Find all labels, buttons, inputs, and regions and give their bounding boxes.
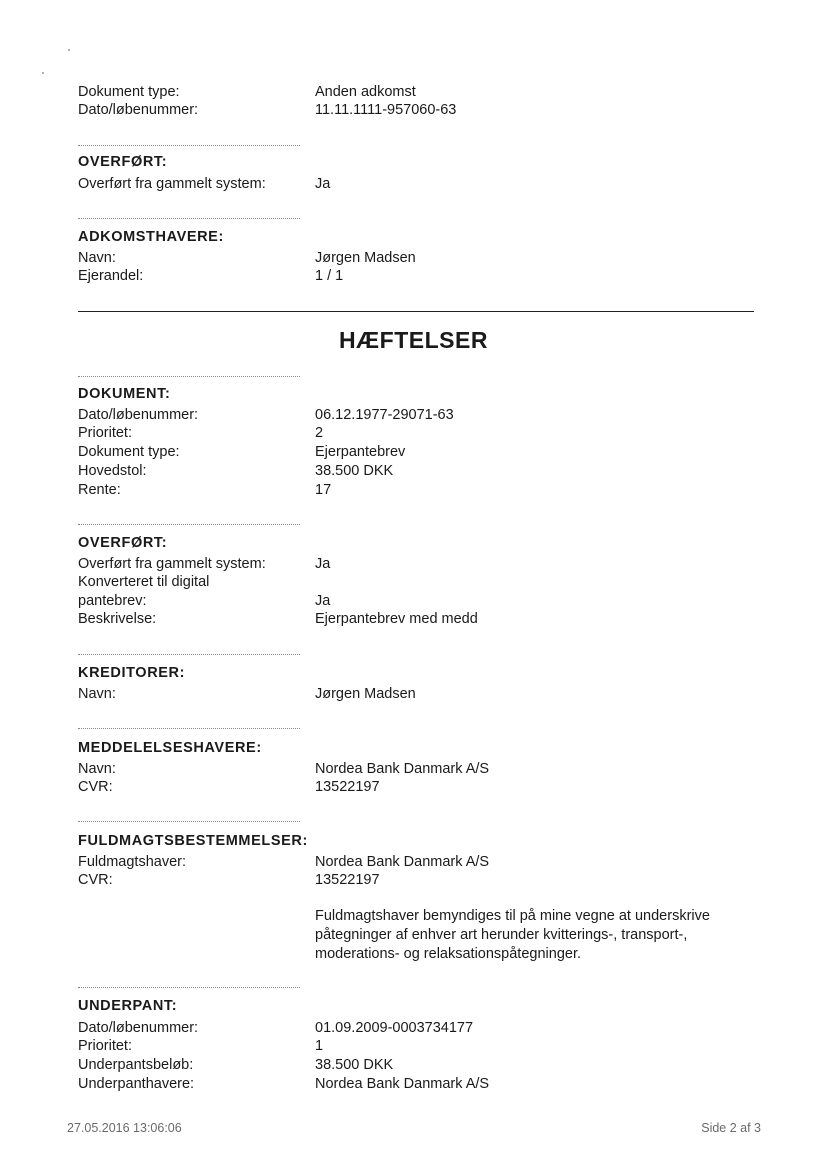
field-label: Dokument type: <box>78 444 180 460</box>
sub-pledge-amount-row <box>0 1056 827 1075</box>
field-label: pantebrev: <box>78 593 147 609</box>
converted-row <box>0 573 827 592</box>
field-value: 1 <box>315 1038 324 1054</box>
page-section-title: HÆFTELSER <box>339 327 488 353</box>
cvr-row <box>0 778 827 797</box>
dotted-divider <box>78 987 300 988</box>
field-value: Nordea Bank Danmark A/S <box>315 854 490 870</box>
proxy-text-line: påtegninger af enhver art herunder kvitterings-, transport-, <box>315 927 688 943</box>
field-label: CVR: <box>78 872 113 888</box>
field-value: 06.12.1977-29071-63 <box>315 407 454 423</box>
field-label: Navn: <box>78 686 116 702</box>
section-heading-meddelelseshavere: MEDDELELSESHAVERE: <box>78 740 262 756</box>
field-value: Ja <box>315 593 331 609</box>
scan-speck <box>42 72 44 74</box>
field-label: Rente: <box>78 482 121 498</box>
proxy-description <box>315 907 765 964</box>
cvr-row <box>0 871 827 890</box>
field-label: Overført fra gammelt system: <box>78 176 266 192</box>
footer-page-number: Side 2 af 3 <box>701 1121 761 1135</box>
field-value: 38.500 DKK <box>315 463 394 479</box>
field-label: Ejerandel: <box>78 268 144 284</box>
dotted-divider <box>78 145 300 146</box>
field-label: Dato/løbenummer: <box>78 407 199 423</box>
field-label: CVR: <box>78 779 113 795</box>
field-label: Fuldmagtshaver: <box>78 854 186 870</box>
field-label: Overført fra gammelt system: <box>78 556 266 572</box>
dotted-divider <box>78 821 300 822</box>
name-row <box>0 760 827 779</box>
section-heading-kreditorer: KREDITORER: <box>78 665 186 681</box>
date-number-row <box>0 101 827 120</box>
dotted-divider <box>78 728 300 729</box>
field-value: 13522197 <box>315 872 380 888</box>
description-row <box>0 610 827 629</box>
field-value: 17 <box>315 482 332 498</box>
field-value: Ja <box>315 556 331 572</box>
dotted-divider <box>78 654 300 655</box>
field-label: Dokument type: <box>78 84 180 100</box>
section-rule <box>78 311 754 312</box>
section-heading-fuldmagt: FULDMAGTSBESTEMMELSER: <box>78 833 308 849</box>
transferred-row <box>0 175 827 194</box>
date-number-row <box>0 1019 827 1038</box>
ownership-row <box>0 267 827 286</box>
field-label: Konverteret til digital <box>78 574 210 590</box>
section-heading-underpant: UNDERPANT: <box>78 998 178 1014</box>
interest-row <box>0 481 827 500</box>
field-value: Jørgen Madsen <box>315 686 416 702</box>
priority-row <box>0 1037 827 1056</box>
date-number-row <box>0 406 827 425</box>
scan-speck <box>68 49 70 51</box>
footer-timestamp: 27.05.2016 13:06:06 <box>67 1121 182 1135</box>
section-heading-adkomsthavere: ADKOMSTHAVERE: <box>78 229 224 245</box>
sub-pledge-holders-row <box>0 1075 827 1094</box>
field-label: Hovedstol: <box>78 463 147 479</box>
field-value: Nordea Bank Danmark A/S <box>315 761 490 777</box>
field-label: Prioritet: <box>78 425 132 441</box>
field-label: Navn: <box>78 250 116 266</box>
field-value: Ejerpantebrev med medd <box>315 611 478 627</box>
document-type-row <box>0 83 827 102</box>
transferred-row <box>0 555 827 574</box>
field-label: Prioritet: <box>78 1038 132 1054</box>
dotted-divider <box>78 218 300 219</box>
field-value: 13522197 <box>315 779 380 795</box>
principal-row <box>0 462 827 481</box>
field-label: Dato/løbenummer: <box>78 102 199 118</box>
field-label: Dato/løbenummer: <box>78 1020 199 1036</box>
field-value: Anden adkomst <box>315 84 416 100</box>
field-label: Navn: <box>78 761 116 777</box>
field-value: 38.500 DKK <box>315 1057 394 1073</box>
proxy-holder-row <box>0 853 827 872</box>
field-label: Underpantsbeløb: <box>78 1057 194 1073</box>
field-value: Ejerpantebrev <box>315 444 406 460</box>
document-type-row <box>0 443 827 462</box>
field-value: 11.11.1111-957060-63 <box>315 102 457 118</box>
dotted-divider <box>78 524 300 525</box>
proxy-text-line: Fuldmagtshaver bemyndiges til på mine vegne at underskrive <box>315 908 710 924</box>
section-heading-overfoert: OVERFØRT: <box>78 535 168 551</box>
field-value: 01.09.2009-0003734177 <box>315 1020 474 1036</box>
section-heading-dokument: DOKUMENT: <box>78 386 171 402</box>
section-heading-overfoert: OVERFØRT: <box>78 154 168 170</box>
field-label: Underpanthavere: <box>78 1076 195 1092</box>
field-value: 2 <box>315 425 324 441</box>
name-row <box>0 685 827 704</box>
field-label: Beskrivelse: <box>78 611 157 627</box>
field-value: Jørgen Madsen <box>315 250 416 266</box>
dotted-divider <box>78 376 300 377</box>
field-value: Ja <box>315 176 331 192</box>
converted-row-cont <box>0 592 827 611</box>
field-value: Nordea Bank Danmark A/S <box>315 1076 490 1092</box>
proxy-text-line: moderations- og relaksationspåtegninger. <box>315 946 581 962</box>
field-value: 1 / 1 <box>315 268 344 284</box>
priority-row <box>0 424 827 443</box>
name-row <box>0 249 827 268</box>
